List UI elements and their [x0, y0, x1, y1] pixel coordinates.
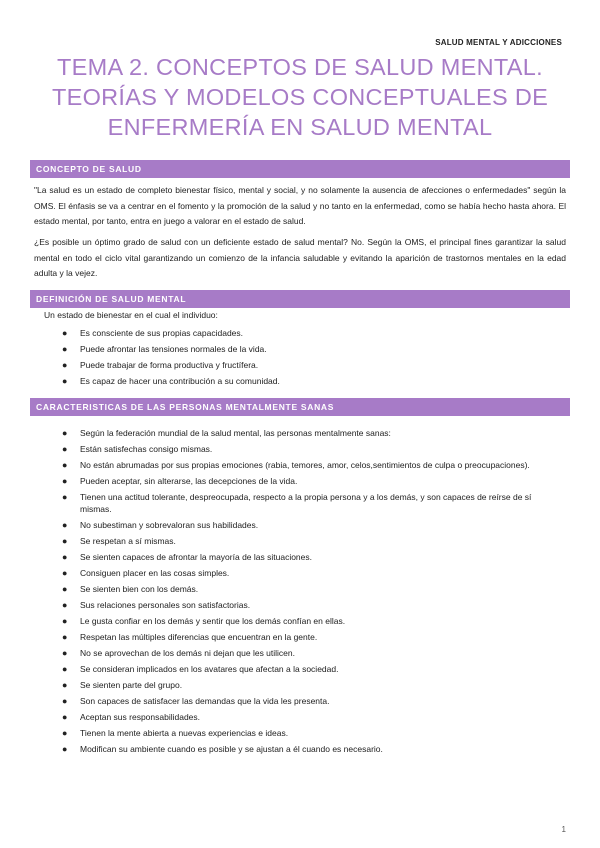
bullet-icon: ● [62, 696, 68, 706]
bullet-icon: ● [62, 520, 68, 530]
list-item [60, 663, 560, 675]
bullet-icon: ● [62, 600, 68, 610]
list-item-text: Están satisfechas consigo mismas. [80, 444, 213, 454]
list-item [60, 567, 560, 579]
list-item [60, 743, 560, 755]
list-item-text: Consiguen placer en las cosas simples. [80, 568, 230, 578]
list-item-text: Tienen una actitud tolerante, despreocupada, respecto a la propia persona y a los demás, y son capaces de reírse de sí mismas. [80, 492, 532, 514]
list-item-text: No subestiman y sobrevaloran sus habilidades. [80, 520, 259, 530]
list-item-text: Se respetan a sí mismas. [80, 536, 176, 546]
list-item [60, 615, 560, 627]
bullet-icon: ● [62, 492, 68, 502]
bullet-icon: ● [62, 444, 68, 454]
list-item-text: Le gusta confiar en los demás y sentir que los demás confían en ellas. [80, 616, 346, 626]
bullet-icon: ● [62, 712, 68, 722]
bullet-icon: ● [62, 664, 68, 674]
list-item [60, 631, 560, 643]
paragraph-oms-definition: "La salud es un estado de completo bienestar físico, mental y social, y no solamente la ausencia de afecciones o enfermedades" según la OMS. El énfasis se va a centrar en el fomento y la promoción de la salud y no tanto en la enfermedad, como se había hecho hasta ahora. El estado mental, por tanto, entra en juego a valorar en el estado de salud. [34, 185, 566, 226]
list-item [60, 491, 560, 515]
list-item [60, 599, 560, 611]
list-item-text: No se aprovechan de los demás ni dejan que les utilicen. [80, 648, 295, 658]
bullet-icon: ● [62, 728, 68, 738]
section-heading-definicion-salud-mental: DEFINICIÓN DE SALUD MENTAL [30, 290, 570, 308]
list-item [60, 358, 560, 373]
bullet-icon: ● [62, 328, 68, 338]
list-item [60, 679, 560, 691]
bullet-icon: ● [62, 552, 68, 562]
bullet-icon: ● [62, 648, 68, 658]
title-line-1: TEMA 2. CONCEPTOS DE SALUD MENTAL. [57, 54, 543, 80]
list-item [60, 342, 560, 357]
section-heading-concepto-salud: CONCEPTO DE SALUD [30, 160, 570, 178]
list-item-text: No están abrumadas por sus propias emociones (rabia, temores, amor, celos,sentimientos de culpa o preocupaciones). [80, 460, 530, 470]
list-item [60, 711, 560, 723]
list-item [60, 374, 560, 389]
list-item-text: Son capaces de satisfacer las demandas que la vida les presenta. [80, 696, 330, 706]
list-item-text: Se sienten bien con los demás. [80, 584, 199, 594]
bullet-icon: ● [62, 568, 68, 578]
bullet-icon: ● [62, 744, 68, 754]
bullet-icon: ● [62, 616, 68, 626]
list-item [60, 727, 560, 739]
list-item-text: Se sienten capaces de afrontar la mayoría de las situaciones. [80, 552, 312, 562]
list-item-text: Sus relaciones personales son satisfactorias. [80, 600, 251, 610]
list-item [60, 326, 560, 341]
list-item [60, 583, 560, 595]
list-item [60, 427, 560, 439]
bullet-icon: ● [62, 376, 68, 386]
definition-intro: Un estado de bienestar en el cual el individuo: [44, 310, 218, 320]
list-item-text: Puede trabajar de forma productiva y fructífera. [80, 360, 259, 370]
list-item-text: Se consideran implicados en los avatares que afectan a la sociedad. [80, 664, 339, 674]
list-item-text: Aceptan sus responsabilidades. [80, 712, 201, 722]
title-line-2: TEORÍAS Y MODELOS CONCEPTUALES DE [51, 84, 549, 110]
course-header: SALUD MENTAL Y ADICCIONES [435, 38, 562, 47]
list-item-text: Respetan las múltiples diferencias que encuentran en la gente. [80, 632, 318, 642]
page-number: 1 [561, 825, 566, 834]
list-item-text: Es consciente de sus propias capacidades. [80, 328, 244, 338]
list-item-text: Modifican su ambiente cuando es posible y se ajustan a él cuando es necesario. [80, 744, 383, 754]
list-item-text: Es capaz de hacer una contribución a su comunidad. [80, 376, 280, 386]
bullet-icon: ● [62, 344, 68, 354]
paragraph-salud-mental-question: ¿Es posible un óptimo grado de salud con un deficiente estado de salud mental? No. Según la OMS, el principal fines garantizar la salud mental en todo el ciclo vital garantizando un comienzo de la infancia saludable y evitando la aparición de trastornos mentales en la edad adulta y la vejez. [34, 237, 566, 278]
page-title [30, 52, 570, 142]
list-item-text: Pueden aceptar, sin alterarse, las decepciones de la vida. [80, 476, 298, 486]
list-item [60, 695, 560, 707]
bullet-icon: ● [62, 476, 68, 486]
list-item-text: Tienen la mente abierta a nuevas experiencias e ideas. [80, 728, 289, 738]
definition-list [60, 326, 560, 390]
list-item [60, 519, 560, 531]
bullet-icon: ● [62, 536, 68, 546]
list-item [60, 459, 560, 471]
list-item [60, 443, 560, 455]
characteristics-list [60, 427, 560, 759]
bullet-icon: ● [62, 632, 68, 642]
list-item-text: Según la federación mundial de la salud mental, las personas mentalmente sanas: [80, 428, 391, 438]
title-line-3: ENFERMERÍA EN SALUD MENTAL [107, 114, 493, 140]
list-item-text: Se sienten parte del grupo. [80, 680, 183, 690]
section-heading-caracteristicas: CARACTERISTICAS DE LAS PERSONAS MENTALMENTE SANAS [30, 398, 570, 416]
bullet-icon: ● [62, 428, 68, 438]
bullet-icon: ● [62, 460, 68, 470]
list-item [60, 647, 560, 659]
list-item-text: Puede afrontar las tensiones normales de la vida. [80, 344, 267, 354]
bullet-icon: ● [62, 584, 68, 594]
list-item [60, 535, 560, 547]
bullet-icon: ● [62, 680, 68, 690]
list-item [60, 551, 560, 563]
list-item [60, 475, 560, 487]
bullet-icon: ● [62, 360, 68, 370]
